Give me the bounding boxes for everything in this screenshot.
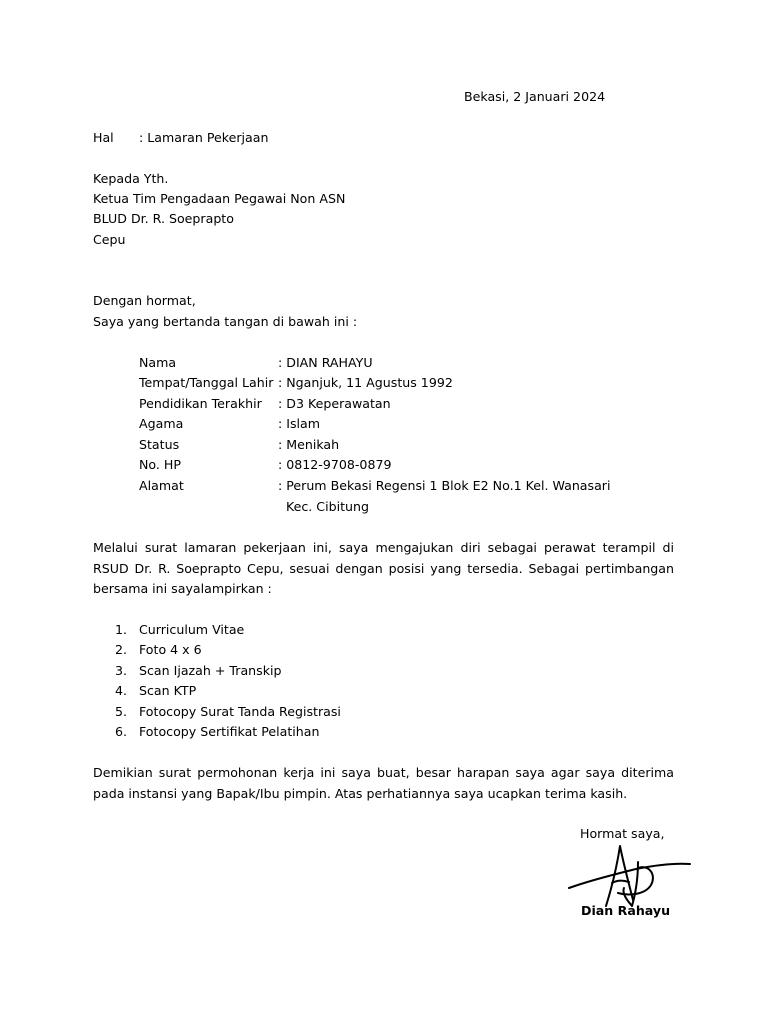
identity-value: : 0812-9708-0879 — [278, 457, 392, 472]
identity-value: : Menikah — [278, 437, 340, 452]
identity-value: : DIAN RAHAYU — [278, 355, 373, 370]
recipient-line-3: Cepu — [93, 232, 126, 247]
attachment-number: 5. — [115, 704, 128, 719]
attachment-number: 4. — [115, 683, 128, 698]
address-continued: Kec. Cibitung — [286, 499, 369, 514]
attachment-text: Foto 4 x 6 — [139, 642, 202, 657]
identity-label: Tempat/Tanggal Lahir — [139, 375, 274, 390]
attachment-text: Curriculum Vitae — [139, 622, 245, 637]
identity-value: : Nganjuk, 11 Agustus 1992 — [278, 375, 453, 390]
identity-label: No. HP — [139, 457, 181, 472]
recipient-line-2: BLUD Dr. R. Soeprapto — [93, 211, 234, 226]
identity-label: Nama — [139, 355, 177, 370]
attachment-text: Fotocopy Surat Tanda Registrasi — [139, 704, 341, 719]
subject-label: Hal — [93, 130, 114, 145]
identity-label: Status — [139, 437, 180, 452]
place-date: Bekasi, 2 Januari 2024 — [464, 89, 606, 104]
signature-icon — [566, 838, 696, 910]
attachment-number: 1. — [115, 622, 128, 637]
identity-value: : D3 Keperawatan — [278, 396, 391, 411]
signer-name: Dian Rahayu — [581, 903, 671, 918]
attachment-text: Fotocopy Sertifikat Pelatihan — [139, 724, 320, 739]
attachment-number: 2. — [115, 642, 128, 657]
recipient-greeting: Kepada Yth. — [93, 171, 169, 186]
identity-value: : Islam — [278, 416, 321, 431]
identity-label: Alamat — [139, 478, 184, 493]
attachment-text: Scan KTP — [139, 683, 197, 698]
identity-label: Pendidikan Terakhir — [139, 396, 262, 411]
identity-label: Agama — [139, 416, 184, 431]
identity-value: : Perum Bekasi Regensi 1 Blok E2 No.1 Kel. Wanasari — [278, 478, 611, 493]
closing-paragraph: Demikian surat permohonan kerja ini saya buat, besar harapan saya agar saya diterima pada instansi yang Bapak/Ibu pimpin. Atas perhatiannya saya ucapkan terima kasih. — [93, 765, 674, 801]
attachment-number: 6. — [115, 724, 128, 739]
closing-greeting: Hormat saya, — [580, 826, 665, 841]
recipient-line-1: Ketua Tim Pengadaan Pegawai Non ASN — [93, 191, 346, 206]
attachment-text: Scan Ijazah + Transkip — [139, 663, 282, 678]
attachment-number: 3. — [115, 663, 128, 678]
intro-line: Saya yang bertanda tangan di bawah ini : — [93, 314, 358, 329]
body-paragraph: Melalui surat lamaran pekerjaan ini, saya mengajukan diri sebagai perawat terampil di RSUD Dr. R. Soeprapto Cepu, sesuai dengan posisi yang tersedia. Sebagai pertimbangan bersama ini sayalampirkan : — [93, 540, 674, 596]
salutation: Dengan hormat, — [93, 293, 196, 308]
subject-value: : Lamaran Pekerjaan — [139, 130, 269, 145]
